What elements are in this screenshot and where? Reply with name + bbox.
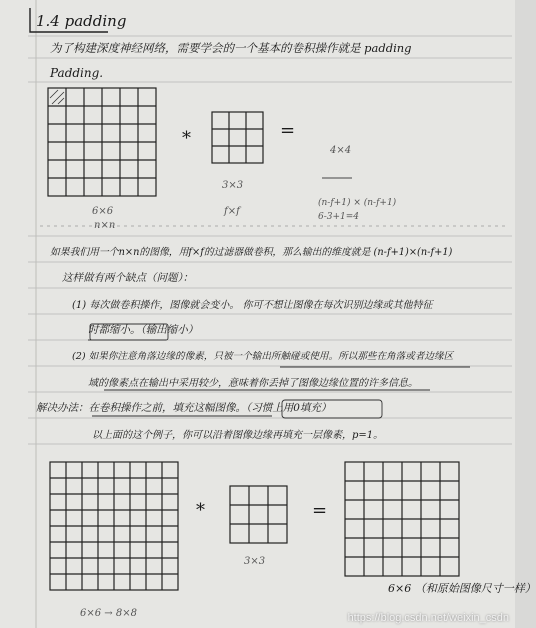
problem-1-line-2: 时都缩小。（输出缩小）	[88, 324, 199, 336]
intro-line-2: Padding.	[50, 66, 104, 80]
paragraph-line-1: 如果我们用一个n×n的图像，用f×f的过滤器做卷积，那么输出的维度就是 (n-f+1)×(n-f+1)	[50, 247, 453, 258]
problem-2-line-2: 域的像素点在输出中采用较少，意味着你丢掉了图像边缘位置的许多信息。	[88, 378, 418, 389]
paragraph-line-2: 这样做有两个缺点（问题）：	[62, 272, 194, 284]
corner-hatch	[50, 90, 64, 104]
input-size-n-label: n×n	[94, 220, 116, 231]
output-note: 6×6 （和原始图像尺寸一样）	[388, 582, 536, 595]
padded-grid-8x8	[50, 462, 178, 590]
times-symbol: *	[182, 128, 191, 149]
filter-grid-3x3	[212, 112, 263, 163]
equals-symbol-bottom: =	[312, 500, 328, 521]
filter-size-bottom: 3×3	[244, 556, 266, 567]
problem-1-line-1: (1) 每次做卷积操作，图像就会变小。 你可不想让图像在每次识别边缘或其他特征	[72, 300, 433, 311]
intro-line-1: 为了构建深度神经网络，需要学会的一个基本的卷积操作就是 padding	[50, 41, 412, 55]
filter-grid-3x3-bottom	[230, 486, 287, 543]
equals-symbol: =	[280, 120, 296, 141]
input-size-label: 6×6	[92, 206, 114, 217]
solution-line-2: 以上面的这个例子，你可以沿着图像边缘再填充一层像素，p=1。	[92, 430, 384, 441]
formula-2: 6-3+1=4	[318, 212, 360, 222]
formula-1: (n-f+1) × (n-f+1)	[318, 198, 397, 208]
section-title: 1.4 padding	[36, 12, 127, 30]
solution-line-1: 解决办法：在卷积操作之前，填充这幅图像。（习惯上用0填充）	[36, 402, 332, 414]
problem-2-line-1: (2) 如果你注意角落边缘的像素，只被一个输出所触碰或使用。所以那些在角落或者边缘区	[72, 351, 454, 362]
filter-size-top-label: 3×3	[222, 180, 244, 191]
times-symbol-bottom: *	[196, 500, 205, 521]
output-grid-6x6	[345, 462, 459, 576]
watermark: https://blog.csdn.net/weixin_csdn	[347, 612, 509, 624]
filter-size-bottom-label: f×f	[224, 206, 240, 217]
padded-size-label: 6×6 → 8×8	[80, 608, 137, 619]
input-grid-6x6	[48, 88, 156, 196]
output-size-label: 4×4	[330, 145, 352, 156]
